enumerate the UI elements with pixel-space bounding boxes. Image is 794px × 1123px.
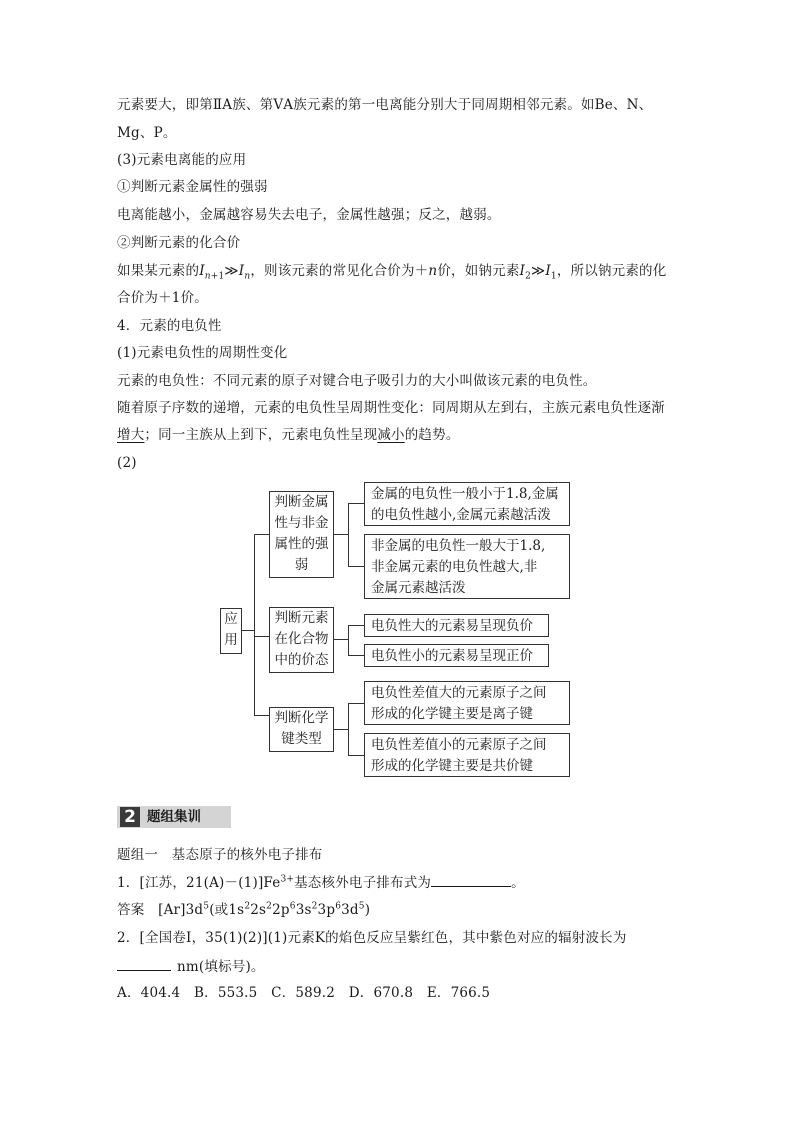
text-line: 电离能越小，金属越容易失去电子，金属性越强；反之，越弱。 [117,207,501,223]
text-segment: 如果某元素的 [117,263,200,279]
leaf-label: 电负性差值小的元素原子之间 [371,737,547,753]
underlined-text: 减小 [377,427,405,443]
leaf-box [364,534,570,599]
superscript: 2 [266,901,273,912]
superscript: 2 [244,901,251,912]
branch-label: 属性的强 [274,536,329,552]
math-subscript: 2 [525,271,532,282]
leaf-label: 非金属元素的电负性越大,非 [371,559,538,575]
math-symbol: I [238,263,245,279]
branch-label: 中的价态 [274,652,329,668]
leaf-label: 金属元素越活泼 [371,580,466,596]
text-line: 元素要大，即第ⅡA族、第ⅤA族元素的第一电离能分别大于同周期相邻元素。如Be、N、 [117,97,653,113]
connector [348,503,349,566]
branch-label: 键类型 [281,731,322,747]
answer-blank[interactable] [117,956,171,971]
text-segment: ；同一主族从上到下，元素电负性呈现 [144,427,378,443]
text-segment: 答案 [Ar]3d [117,902,204,918]
text-segment: 。 [511,875,525,891]
leaf-label: 电负性差值大的元素原子之间 [371,685,547,701]
connector [348,703,349,755]
text-segment: 1．[江苏，21(A)－(1)]Fe [117,875,281,891]
text-line [117,261,666,281]
text-line: 随着原子序数的递增，元素的电负性呈周期性变化：同周期从左到右，主族元素电负性逐渐 [117,400,665,416]
text-segment: 3s [295,902,312,918]
underlined-text: 增大 [117,427,145,443]
question-1 [117,872,525,893]
root-label: 用 [224,632,238,648]
text-segment: 基态核外电子排布式为 [294,875,432,891]
section-title: 题组集训 [147,809,201,825]
branch-box-valence [269,607,334,673]
text-line: Mg、P。 [117,125,177,141]
section-badge [117,806,231,828]
text-line: 合价为＋1价。 [117,290,208,306]
question-2: 2．[全国卷Ⅰ，35(1)(2)](1)元素K的焰色反应呈紫红色，其中紫色对应的辐射波长为 [117,930,627,946]
branch-label: 弱 [294,557,309,573]
connector [348,625,349,655]
connector [348,755,364,756]
subheading: ②判断元素的化合价 [117,235,241,251]
superscript: 6 [289,901,296,912]
connector [254,534,255,715]
text-segment: 的趋势。 [404,427,460,443]
subheading: (3)元素电离能的应用 [117,152,247,168]
branch-box-metal-nonmetal [269,491,334,578]
math-symbol: n [428,263,438,279]
question-2-cont [117,956,265,977]
text-line: 元素的电负性：不同元素的原子对键合电子吸引力的大小叫做该元素的电负性。 [117,373,597,389]
superscript: 5 [358,901,365,912]
connector [348,566,364,567]
leaf-label: 电负性大的元素易呈现负价 [371,618,533,634]
subheading: ①判断元素金属性的强弱 [117,179,268,195]
root-label: 应 [224,611,238,627]
math-subscript: n [204,271,211,282]
branch-box-bond-type [269,707,334,752]
leaf-label: 形成的化学键主要是共价键 [371,758,533,774]
text-segment: nm(填标号)。 [177,959,265,975]
connector [334,534,348,535]
branch-label: 性与非金 [274,515,329,531]
math-symbol: I [519,263,526,279]
connector [334,639,348,640]
leaf-box [364,733,570,777]
connector [334,729,348,730]
superscript: 3+ [280,874,295,885]
math-subscript: 1 [550,271,557,282]
text-segment: ) [364,902,371,918]
connector [348,703,364,704]
question-2-options: A．404.4 B．553.5 C．589.2 D．670.8 E．766.5 [117,985,491,1001]
leaf-box [364,614,549,637]
leaf-box [364,681,570,725]
section-number: 2 [120,807,140,827]
text-line [117,425,460,445]
leaf-label: 金属的电负性一般小于1.8,金属 [371,486,559,502]
math-operator: ≫ [224,263,239,279]
section-heading: 4．元素的电负性 [117,318,222,334]
math-symbol: I [545,263,551,279]
answer-blank[interactable] [431,872,511,887]
leaf-box [364,644,549,667]
math-subscript: n [244,271,251,282]
math-symbol: I [199,263,205,279]
subheading: (2) [117,455,137,471]
leaf-label: 形成的化学键主要是离子键 [371,706,533,722]
text-segment: 2p [272,902,290,918]
text-segment: 价，如钠元素 [437,263,520,279]
branch-label: 判断金属 [274,494,329,510]
leaf-label: 电负性小的元素易呈现正价 [371,648,533,664]
branch-label: 判断化学 [274,710,329,726]
superscript: 5 [203,901,210,912]
text-segment: 3d [341,902,359,918]
answer-1 [117,900,370,920]
text-segment: ，则该元素的常见化合价为＋ [250,263,429,279]
superscript: 6 [335,901,342,912]
text-segment: 3p [317,902,336,918]
text-segment: ，所以钠元素的化 [556,263,667,279]
connector [242,630,254,631]
subheading: (1)元素电负性的周期性变化 [117,345,288,361]
connector [348,655,364,656]
connector [348,503,364,504]
diagram-root-box [220,608,242,654]
group-heading: 题组一 基态原子的核外电子排布 [117,847,323,863]
math-operator: ≫ [531,263,546,279]
branch-label: 在化合物 [274,631,329,647]
connector [348,625,364,626]
connector [254,715,269,716]
superscript: 2 [311,901,318,912]
leaf-label: 的电负性越小,金属元素越活泼 [371,507,551,523]
connector [254,636,269,637]
branch-label: 判断元素 [274,610,329,626]
connector [254,534,269,535]
leaf-label: 非金属的电负性一般大于1.8, [371,538,546,554]
leaf-box [364,482,570,526]
math-subscript: +1 [210,271,225,282]
text-segment: (或1s [209,902,245,918]
text-segment: 2s [250,902,267,918]
